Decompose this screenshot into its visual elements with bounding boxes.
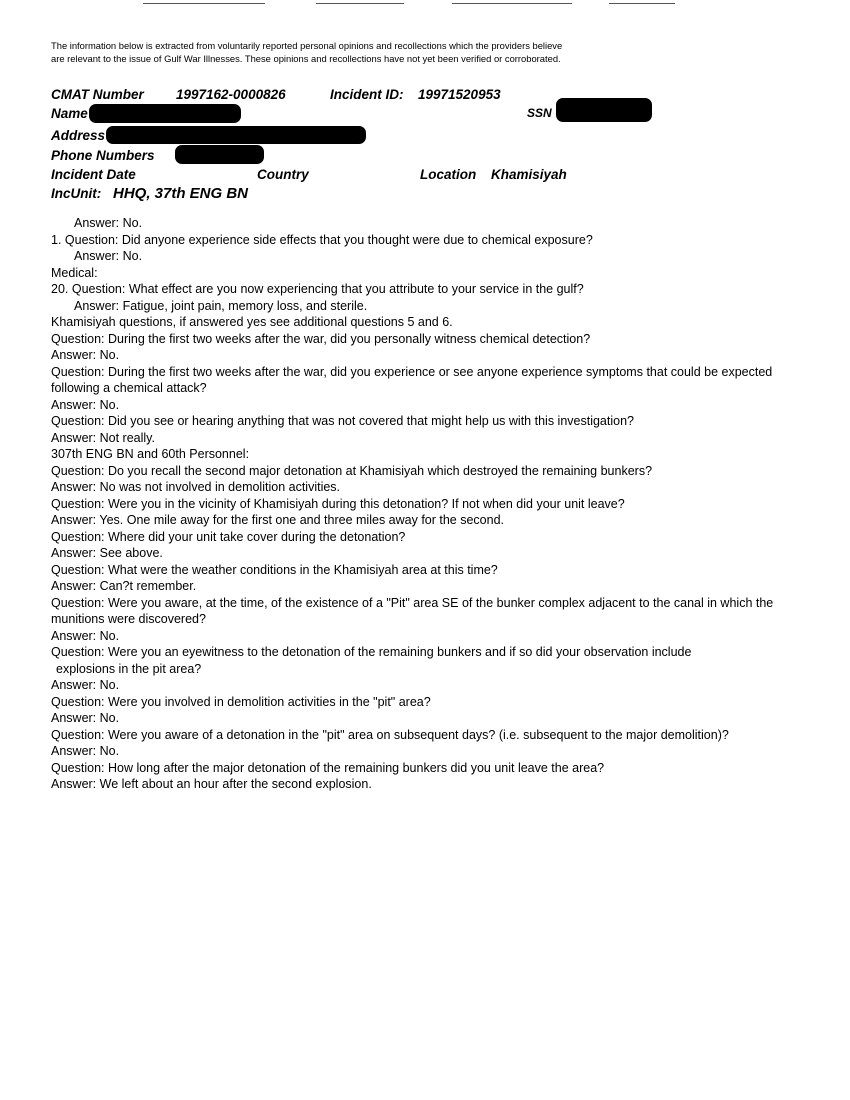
- scan-artifact-line: [609, 3, 675, 4]
- question-line: Question: Where did your unit take cover during the detonation?: [51, 529, 406, 544]
- question-line: Question: Were you an eyewitness to the detonation of the remaining bunkers and if so did your observation include: [51, 645, 692, 659]
- location-label: Location: [420, 167, 477, 182]
- name-redaction: [89, 104, 241, 123]
- answer-line: Answer: No.: [74, 216, 143, 230]
- question-line: Question: How long after the major detonation of the remaining bunkers did you unit leave the area?: [51, 760, 605, 775]
- answer-line: Answer: No.: [51, 711, 120, 725]
- phone-redaction: [175, 145, 264, 164]
- questionnaire-body: [51, 215, 811, 793]
- section-heading: 307th ENG BN and 60th Personnel:: [51, 447, 250, 461]
- question-line: Question: Were you aware, at the time, of the existence of a "Pit" area SE of the bunker complex adjacent to the canal in which the munitions were discovered?: [51, 595, 774, 626]
- answer-line: Answer: No.: [51, 348, 120, 362]
- ssn-redaction: [556, 98, 652, 122]
- phone-numbers-label: Phone Numbers: [51, 148, 155, 163]
- question-line: Question: Do you recall the second major detonation at Khamisiyah which destroyed the remaining bunkers?: [51, 463, 653, 478]
- scan-artifact-line: [316, 3, 404, 4]
- question-line: Question: Did you see or hearing anything that was not covered that might help us with this investigation?: [51, 414, 634, 428]
- incunit-label: IncUnit:: [51, 186, 102, 201]
- question-line: Question: During the first two weeks after the war, did you personally witness chemical detection?: [51, 331, 591, 346]
- disclaimer-text: The information below is extracted from voluntarily reported personal opinions and recollections which the providers believe are relevant to the issue of Gulf War Illnesses. These opinions and recollections have not yet been verified or corroborated.: [51, 40, 563, 64]
- answer-line: Answer: No.: [51, 744, 120, 758]
- question-line: Question: Were you in the vicinity of Khamisiyah during this detonation? If not when did your unit leave?: [51, 496, 625, 511]
- answer-line: Answer: No.: [51, 678, 120, 692]
- section-heading: Khamisiyah questions, if answered yes see additional questions 5 and 6.: [51, 315, 453, 329]
- answer-line: Answer: No.: [51, 628, 120, 643]
- ssn-label: SSN: [527, 106, 552, 120]
- section-heading: Medical:: [51, 265, 98, 280]
- answer-line: Answer: No.: [74, 249, 143, 263]
- incident-id-value: 19971520953: [418, 87, 501, 102]
- question-line: Question: Were you involved in demolition activities in the "pit" area?: [51, 694, 431, 709]
- answer-line: Answer: We left about an hour after the second explosion.: [51, 777, 372, 791]
- country-label: Country: [257, 167, 309, 182]
- answer-line: Answer: See above.: [51, 546, 163, 560]
- answer-line: Answer: No was not involved in demolition activities.: [51, 480, 341, 494]
- incunit-value: HHQ, 37th ENG BN: [113, 185, 249, 202]
- question-line: 1. Question: Did anyone experience side effects that you thought were due to chemical exposure?: [51, 232, 593, 247]
- cmat-number-label: CMAT Number: [51, 87, 144, 102]
- name-label: Name: [51, 106, 88, 121]
- address-redaction: [106, 126, 366, 144]
- question-line-continuation: explosions in the pit area?: [56, 661, 202, 676]
- answer-line: Answer: Fatigue, joint pain, memory loss, and sterile.: [74, 298, 368, 313]
- cmat-number-value: 1997162-0000826: [176, 87, 286, 102]
- answer-line: Answer: No.: [51, 397, 120, 412]
- location-value: Khamisiyah: [491, 167, 567, 182]
- scan-artifact-line: [452, 3, 572, 4]
- answer-line: Answer: Not really.: [51, 430, 155, 445]
- answer-line: Answer: Yes. One mile away for the first one and three miles away for the second.: [51, 513, 505, 527]
- question-line: Question: Were you aware of a detonation in the "pit" area on subsequent days? (i.e. subsequent to the major demolition)?: [51, 727, 729, 742]
- question-line: Question: What were the weather conditions in the Khamisiyah area at this time?: [51, 562, 498, 577]
- question-line: Question: During the first two weeks after the war, did you experience or see anyone experience symptoms that could be expected following a chemical attack?: [51, 364, 773, 395]
- address-label: Address: [51, 128, 106, 143]
- incident-date-label: Incident Date: [51, 167, 136, 182]
- answer-line: Answer: Can?t remember.: [51, 579, 197, 593]
- scan-artifact-line: [143, 3, 265, 4]
- question-line: 20. Question: What effect are you now experiencing that you attribute to your service in the gulf?: [51, 282, 584, 296]
- incident-id-label: Incident ID:: [330, 87, 404, 102]
